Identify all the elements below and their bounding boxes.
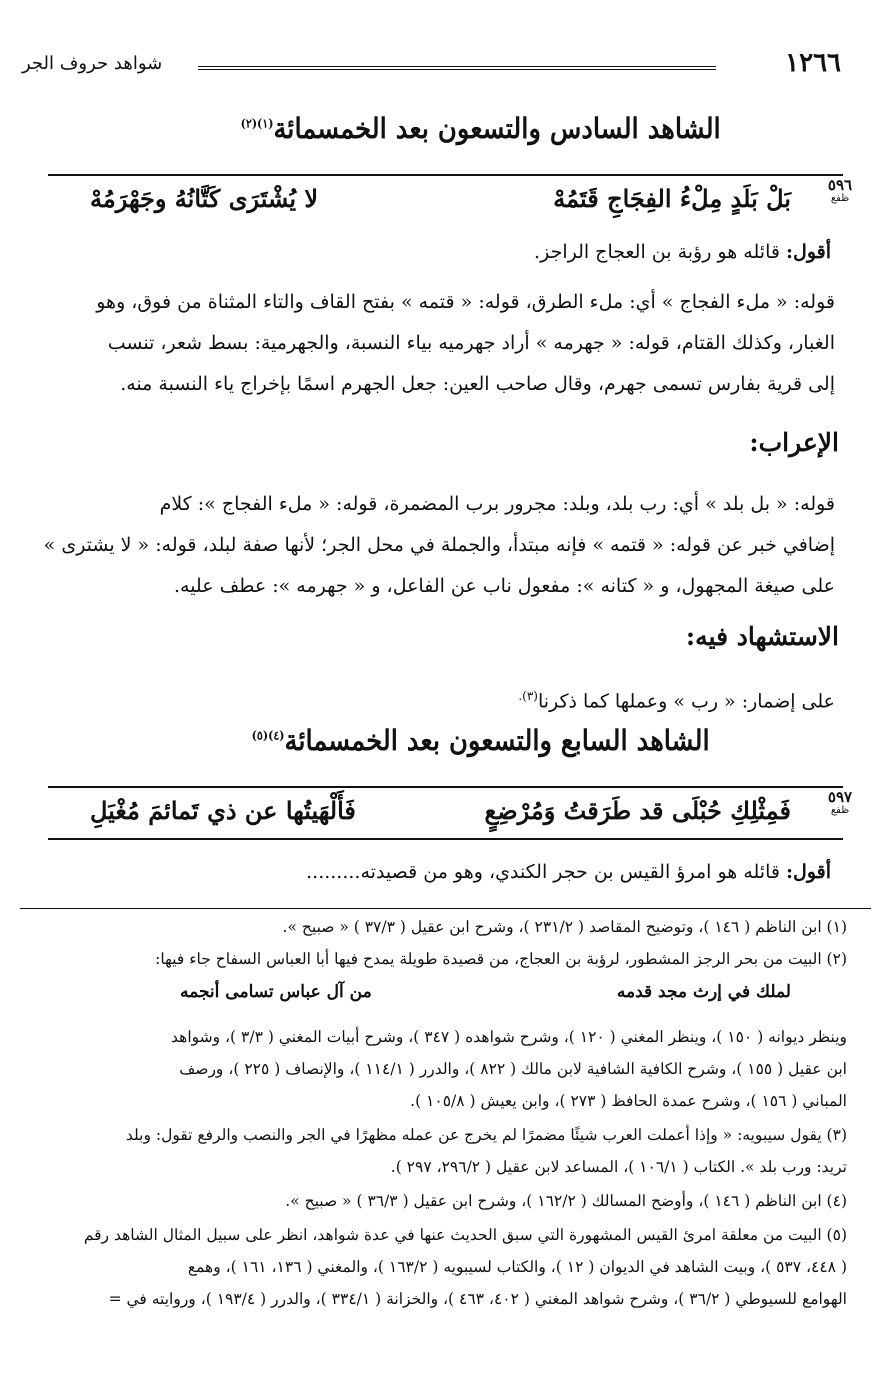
footnote-3-line-2: تريد: ورب بلد ». الكتاب ( ١٠٦/١ )، المساعد لابن عقيل ( ٢٩٦/٢، ٢٩٧ ). [390, 1158, 847, 1176]
footnote-1: (١) ابن الناظم ( ١٤٦ )، وتوضيح المقاصد ( ٢٣١/٢ )، وشرح ابن عقيل ( ٣٧/٣ ) « صبيح ». [282, 918, 847, 936]
verse-number-box [825, 178, 855, 205]
verse-top-rule [48, 174, 843, 176]
verse-top-rule [48, 786, 843, 788]
verse-tag: ظفع [830, 805, 850, 816]
sharh-line-3: إلى قرية بفارس تسمى جهرم، وقال صاحب العين: جعل الجهرم اسمًا بإخراج ياء النسبة منه. [120, 373, 835, 395]
verse-hemistich-right: فَمِثْلِكِ حُبْلَى قد طَرَقتُ وَمُرْضِعٍ [484, 796, 791, 825]
qawl-line [306, 852, 831, 893]
footnote-5-line-1: (٥) البيت من معلقة امرئ القيس المشهورة التي سبق الحديث عنها في عدة شواهد، انظر على سبيل المثال الشاهد رقم [83, 1226, 847, 1244]
qawl-line [534, 232, 831, 273]
shahid-title-text: الشاهد السابع والتسعون بعد الخمسمائة [284, 724, 710, 757]
istishhad-text: على إضمار: « رب » وعملها كما ذكرنا [537, 690, 835, 713]
footnote-3-line-1: (٣) يقول سيبويه: « وإذا أعملت العرب شيئًا مضمرًا لم يخرج عن عمله مظهرًا في الجر والنصب والرفع تقول: وبلد [125, 1126, 847, 1144]
footnote-5-line-2: ( ٤٤٨، ٥٣٧ )، وبيت الشاهد في الديوان ( ١٢ )، والكتاب لسيبويه ( ١٦٣/٢ )، والمغني ( ١٣٦، ١٦١ )، وهمع [187, 1258, 847, 1276]
footnote-2-line-2: ابن عقيل ( ١٥٥ )، وشرح الكافية الشافية لابن مالك ( ٨٢٢ )، والدرر ( ١١٤/١ )، والإنصاف ( ٢٢٥ )، ورصف [179, 1060, 847, 1078]
footnote-ref: (١)(٢) [240, 116, 274, 131]
verse-hemistich-left: لا يُشْتَرَى كَتَّانُهُ وجَهْرَمُهْ [90, 184, 319, 213]
qawl-label: أقول: [786, 241, 831, 263]
footnote-5-line-3: الهوامع للسيوطي ( ٣٦/٢ )، وشرح شواهد المغني ( ٤٠٢، ٤٦٣ )، والخزانة ( ٣٣٤/١ )، والدرر ( ١٩٣/٤ )، وروايته في = [108, 1290, 847, 1308]
sharh-line-1: قوله: « ملء الفجاج » أي: ملء الطرق، قوله: « قتمه » بفتح القاف والتاء المثناة من فوق، وهو [96, 291, 835, 313]
shahid-title-text: الشاهد السادس والتسعون بعد الخمسمائة [273, 112, 721, 145]
footnote-separator [20, 908, 871, 909]
irab-heading: الإعراب: [749, 428, 839, 457]
irab-line-3: على صيغة المجهول، و « كتانه »: مفعول ناب عن الفاعل، و « جهرمه »: عطف عليه. [173, 575, 835, 597]
footnote-2-verse-left: من آل عباس تسامى أنجمه [180, 982, 372, 1002]
verse-number-box [825, 790, 855, 817]
istishhad-line [518, 676, 835, 722]
qawl-text: قائله هو رؤبة بن العجاج الراجز. [534, 241, 780, 263]
verse-hemistich-left: فَأَلْهَيتُها عن ذي تَمائمَ مُغْيَلِ [90, 796, 356, 825]
footnote-2-verse-right: لملك في إرث مجد قدمه [616, 982, 791, 1002]
qawl-text: قائله هو امرؤ القيس بن حجر الكندي، وهو من قصيدته......... [306, 861, 780, 883]
header-rule [198, 66, 716, 70]
shahid-597-title [70, 724, 891, 757]
verse-number: ٥٩٦ [827, 176, 853, 194]
page-number: ١٢٦٦ [785, 48, 841, 78]
verse-number: ٥٩٧ [827, 788, 853, 806]
footnote-ref: (٤)(٥) [251, 728, 285, 743]
shahid-596-title [70, 112, 891, 145]
verse-hemistich-right: بَلْ بَلَدٍ مِلْءُ الفِجَاجِ قَتَمُهْ [553, 184, 791, 213]
running-title: شواهد حروف الجر [22, 53, 163, 74]
qawl-label: أقول: [786, 861, 831, 883]
istishhad-heading: الاستشهاد فيه: [685, 622, 839, 651]
irab-line-1: قوله: « بل بلد » أي: رب بلد، وبلد: مجرور برب المضمرة، قوله: « ملء الفجاج »: كلام [159, 493, 835, 515]
footnote-2-line-1: وينظر ديوانه ( ١٥٠ )، وينظر المغني ( ١٢٠ )، وشرح شواهده ( ٣٤٧ )، وشرح أبيات المغني ( ٣/٣ )، وشواهد [171, 1028, 847, 1046]
verse-tag: ظفع [830, 193, 850, 204]
verse-bottom-rule [48, 838, 843, 840]
footnote-ref: (٣). [518, 689, 538, 703]
footnote-2-line-3: المباني ( ١٥٦ )، وشرح عمدة الحافظ ( ٢٧٣ )، وابن يعيش ( ١٠٥/٨ ). [410, 1092, 847, 1110]
sharh-line-2: الغبار، وكذلك القتام، قوله: « جهرمه » أراد جهرميه بياء النسبة، والجهرمية: بسط شعر، تنسب [107, 332, 835, 354]
footnote-2-intro: (٢) البيت من بحر الرجز المشطور، لرؤبة بن العجاج، من قصيدة طويلة يمدح فيها أبا العباس السفاح جاء فيها: [155, 950, 847, 968]
footnote-4: (٤) ابن الناظم ( ١٤٦ )، وأوضح المسالك ( ١٦٢/٢ )، وشرح ابن عقيل ( ٣٦/٣ ) « صبيح ». [285, 1192, 847, 1210]
irab-line-2: إضافي خبر عن قوله: « قتمه » فإنه مبتدأ، والجملة في محل الجر؛ لأنها صفة لبلد، قوله: « لا يشترى » [43, 534, 835, 556]
